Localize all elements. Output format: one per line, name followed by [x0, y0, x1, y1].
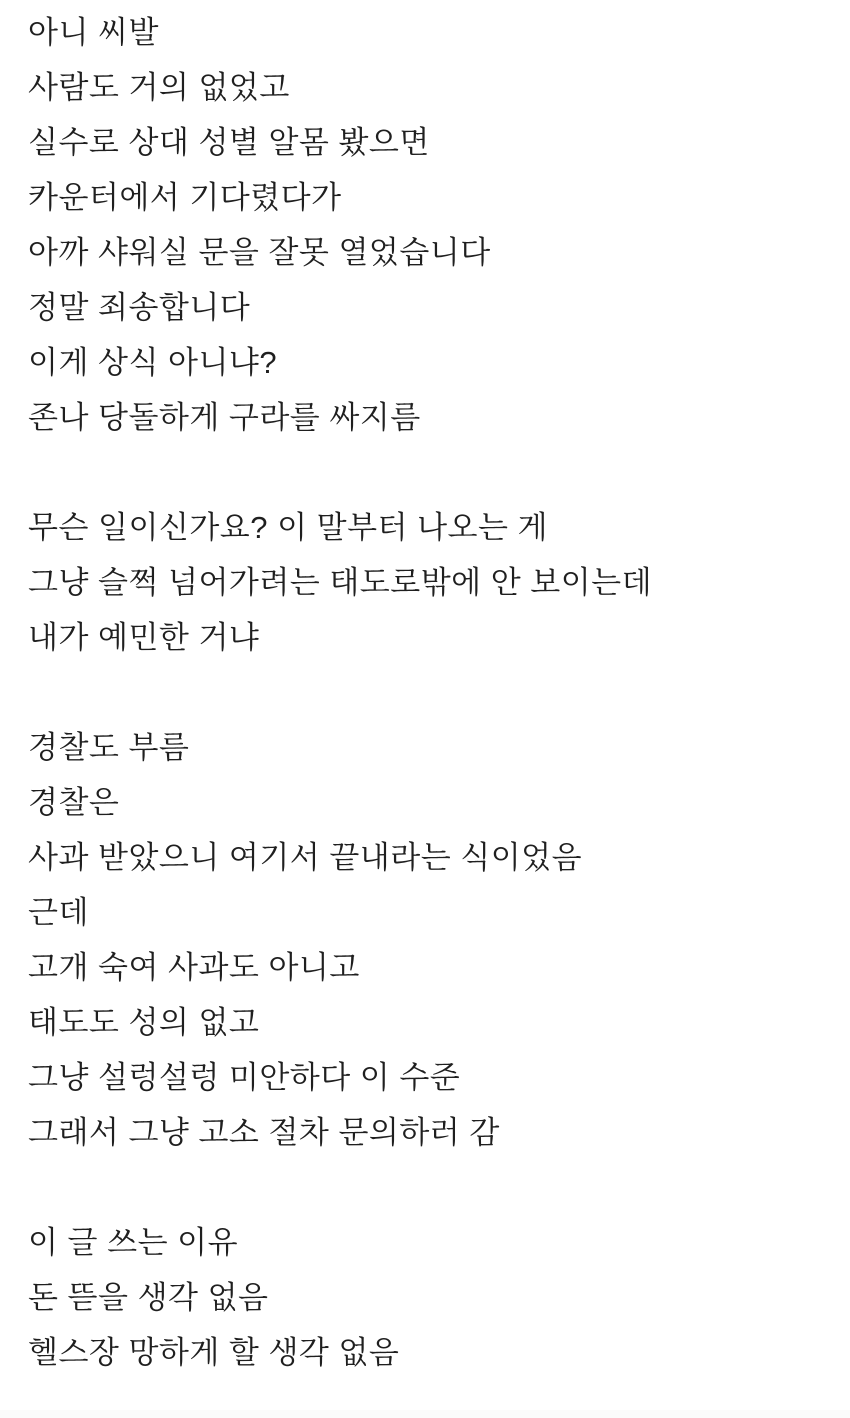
text-line: 사과 받았으니 여기서 끝내라는 식이었음: [28, 840, 583, 875]
bottom-edge-strip: [0, 1410, 850, 1418]
text-line: 이 글 쓰는 이유: [28, 1225, 239, 1260]
text-line: 사람도 거의 없었고: [28, 70, 290, 105]
paragraph: [28, 720, 830, 1160]
text-line: 정말 죄송합니다: [28, 290, 251, 325]
text-line: 존나 당돌하게 구라를 싸지름: [28, 400, 421, 435]
text-line: 경찰은: [28, 785, 120, 820]
paragraph: [28, 5, 830, 445]
paragraph: [28, 1215, 830, 1380]
text-line: 내가 예민한 거냐: [28, 620, 260, 655]
text-line: 고개 숙여 사과도 아니고: [28, 950, 360, 985]
text-line: 실수로 상대 성별 알몸 봤으면: [28, 125, 430, 160]
text-line: 카운터에서 기다렸다가: [28, 180, 342, 215]
paragraph: [28, 500, 830, 665]
text-line: 무슨 일이신가요? 이 말부터 나오는 게: [28, 510, 548, 545]
text-line: 돈 뜯을 생각 없음: [28, 1280, 269, 1315]
text-line: 이게 상식 아니냐?: [28, 345, 278, 380]
text-line: 경찰도 부름: [28, 730, 190, 765]
text-line: 근데: [28, 895, 89, 930]
text-line: 그래서 그냥 고소 절차 문의하러 감: [28, 1115, 500, 1150]
text-line: 아니 씨발: [28, 15, 159, 50]
text-line: 태도도 성의 없고: [28, 1005, 260, 1040]
text-line: 그냥 설렁설렁 미안하다 이 수준: [28, 1060, 461, 1095]
text-line: 헬스장 망하게 할 생각 없음: [28, 1335, 400, 1370]
text-line: 그냥 슬쩍 넘어가려는 태도로밖에 안 보이는데: [28, 565, 653, 600]
post-body: [28, 5, 830, 1380]
text-line: 아까 샤워실 문을 잘못 열었습니다: [28, 235, 491, 270]
